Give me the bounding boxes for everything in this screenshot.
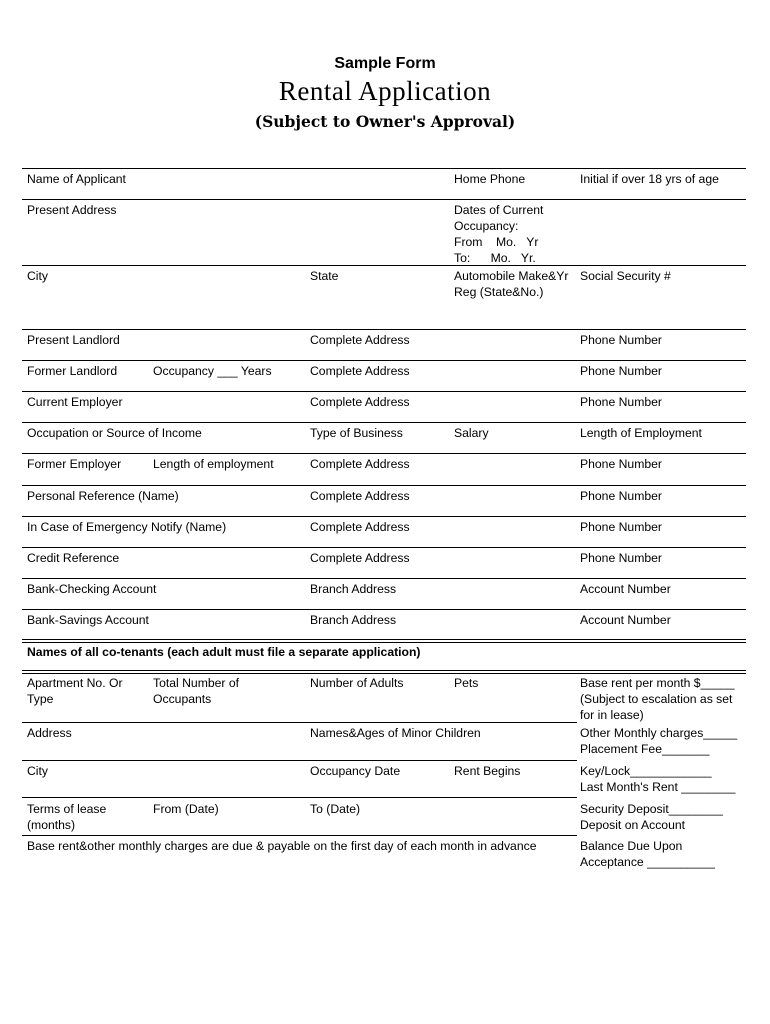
terms-of-lease-line-1: Terms of lease	[27, 802, 107, 816]
due-note: Base rent&other monthly charges are due & payable on the first day of each month in advance	[27, 839, 537, 853]
minor-children-label: Names&Ages of Minor Children	[310, 726, 481, 740]
apartment-label-line-2: Type	[27, 692, 54, 706]
rule	[22, 422, 746, 423]
balance-due-line-1: Balance Due Upon	[580, 839, 683, 853]
rule	[22, 265, 746, 266]
phone-number-label: Phone Number	[580, 364, 662, 378]
rule	[22, 168, 746, 169]
rule	[22, 673, 746, 674]
branch-address-label: Branch Address	[310, 613, 397, 627]
rule	[22, 547, 746, 548]
other-charges-line-2: Placement Fee_______	[580, 742, 710, 756]
rule	[22, 642, 746, 643]
security-deposit-line-1: Security Deposit________	[580, 802, 723, 816]
complete-address-label: Complete Address	[310, 551, 410, 565]
from-date-label: From (Date)	[153, 802, 219, 816]
rule	[22, 760, 577, 761]
base-rent-line-1: Base rent per month $_____	[580, 676, 735, 690]
rule	[22, 639, 746, 640]
social-security-label: Social Security #	[580, 269, 671, 283]
rule	[22, 360, 746, 361]
rule	[22, 835, 577, 836]
keylock-line-1: Key/Lock____________	[580, 764, 712, 778]
automobile-label-line-2: Reg (State&No.)	[454, 285, 544, 299]
salary-label: Salary	[454, 426, 489, 440]
former-employer-label: Former Employer	[27, 457, 122, 471]
current-employer-label: Current Employer	[27, 395, 123, 409]
number-of-adults-label: Number of Adults	[310, 676, 404, 690]
phone-number-label: Phone Number	[580, 395, 662, 409]
occupancy-dates-line-4: To: Mo. Yr.	[454, 251, 536, 265]
terms-of-lease-line-2: (months)	[27, 818, 76, 832]
rent-begins-label: Rent Begins	[454, 764, 521, 778]
total-occupants-line-1: Total Number of	[153, 676, 240, 690]
phone-number-label: Phone Number	[580, 333, 662, 347]
balance-due-line-2: Acceptance __________	[580, 855, 715, 869]
branch-address-label: Branch Address	[310, 582, 397, 596]
rule	[22, 453, 746, 454]
occupancy-date-label: Occupancy Date	[310, 764, 401, 778]
address-label: Address	[27, 726, 72, 740]
occupancy-years-label: Occupancy ___ Years	[153, 364, 272, 378]
complete-address-label: Complete Address	[310, 489, 410, 503]
complete-address-label: Complete Address	[310, 364, 410, 378]
present-address-label: Present Address	[27, 203, 117, 217]
complete-address-label: Complete Address	[310, 520, 410, 534]
rule	[22, 329, 746, 330]
phone-number-label: Phone Number	[580, 489, 662, 503]
rule	[22, 797, 577, 798]
cotenants-heading: Names of all co-tenants (each adult must file a separate application)	[27, 645, 421, 659]
complete-address-label: Complete Address	[310, 333, 410, 347]
apartment-label-line-1: Apartment No. Or	[27, 676, 123, 690]
rule	[22, 609, 746, 610]
account-number-label: Account Number	[580, 613, 671, 627]
complete-address-label: Complete Address	[310, 395, 410, 409]
page-subtitle: (Subject to Owner's Approval)	[254, 112, 516, 131]
occupancy-dates-line-3: From Mo. Yr	[454, 235, 539, 249]
rental-city-label: City	[27, 764, 48, 778]
phone-number-label: Phone Number	[580, 520, 662, 534]
pets-label: Pets	[454, 676, 479, 690]
other-charges-line-1: Other Monthly charges_____	[580, 726, 738, 740]
phone-number-label: Phone Number	[580, 551, 662, 565]
bank-checking-label: Bank-Checking Account	[27, 582, 157, 596]
former-landlord-label: Former Landlord	[27, 364, 118, 378]
security-deposit-line-2: Deposit on Account	[580, 818, 686, 832]
complete-address-label: Complete Address	[310, 457, 410, 471]
total-occupants-line-2: Occupants	[153, 692, 212, 706]
rule	[22, 199, 746, 200]
credit-reference-label: Credit Reference	[27, 551, 120, 565]
state-label: State	[310, 269, 339, 283]
emergency-contact-label: In Case of Emergency Notify (Name)	[27, 520, 227, 534]
rule	[22, 516, 746, 517]
occupancy-dates-line-2: Occupancy:	[454, 219, 519, 233]
name-of-applicant-label: Name of Applicant	[27, 172, 126, 186]
form-label: Sample Form	[334, 55, 436, 72]
rule	[22, 670, 746, 671]
former-length-of-employment-label: Length of employment	[153, 457, 274, 471]
initial-label: Initial if over 18 yrs of age	[580, 172, 719, 186]
keylock-line-2: Last Month's Rent ________	[580, 780, 736, 794]
phone-number-label: Phone Number	[580, 457, 662, 471]
type-of-business-label: Type of Business	[310, 426, 403, 440]
rule	[22, 578, 746, 579]
bank-savings-label: Bank-Savings Account	[27, 613, 149, 627]
home-phone-label: Home Phone	[454, 172, 526, 186]
personal-reference-label: Personal Reference (Name)	[27, 489, 179, 503]
page-title: Rental Application	[278, 76, 492, 106]
rule	[22, 485, 746, 486]
rule	[22, 391, 746, 392]
base-rent-line-3: for in lease)	[580, 708, 644, 722]
rule	[22, 722, 577, 723]
base-rent-line-2: (Subject to escalation as set	[580, 692, 733, 706]
account-number-label: Account Number	[580, 582, 671, 596]
to-date-label: To (Date)	[310, 802, 361, 816]
length-of-employment-label: Length of Employment	[580, 426, 702, 440]
occupancy-dates-line-1: Dates of Current	[454, 203, 544, 217]
occupation-label: Occupation or Source of Income	[27, 426, 202, 440]
city-label: City	[27, 269, 48, 283]
present-landlord-label: Present Landlord	[27, 333, 120, 347]
automobile-label-line-1: Automobile Make&Yr	[454, 269, 569, 283]
